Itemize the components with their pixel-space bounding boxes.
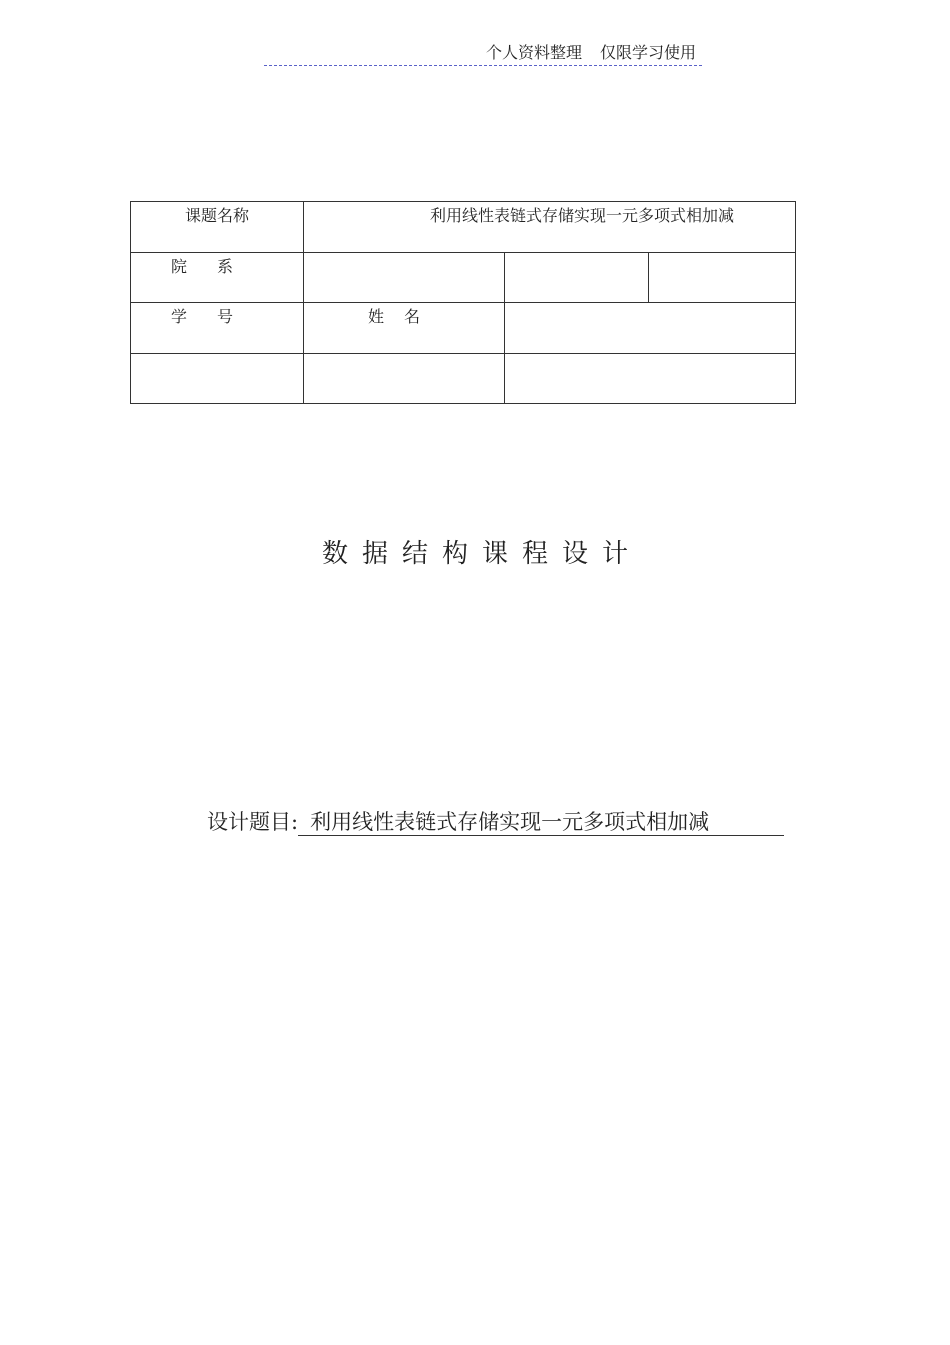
header-blank-cell (505, 303, 796, 354)
name-value-cell (304, 353, 505, 404)
name-label: 姓名 (367, 307, 440, 326)
extra-value-cell (505, 353, 796, 404)
topic-label: 课题名称 (184, 206, 249, 225)
student-id-label-cell (131, 303, 304, 354)
department-value-cell-3 (649, 252, 796, 303)
topic-value-cell (304, 202, 796, 253)
table-row-topic (131, 202, 796, 253)
student-id-value-cell (131, 353, 304, 404)
header-left-text: 个人资料整理 (485, 43, 582, 62)
design-topic-line (207, 808, 784, 836)
page-header (264, 40, 702, 66)
design-topic-label: 设计题目: (207, 810, 299, 834)
table-row-values (131, 353, 796, 404)
design-topic-value: 利用线性表链式存储实现一元多项式相加减 (298, 809, 784, 836)
topic-value: 利用线性表链式存储实现一元多项式相加减 (430, 206, 735, 225)
name-label-cell (304, 303, 505, 354)
topic-label-cell (131, 202, 304, 253)
table-row-headers (131, 303, 796, 354)
header-right-text: 仅限学习使用 (599, 43, 696, 62)
department-label-cell (131, 252, 304, 303)
table-row-department (131, 252, 796, 303)
department-value-cell-2 (505, 252, 649, 303)
department-label: 院系 (170, 256, 263, 276)
info-table (130, 201, 796, 404)
main-title: 数据结构课程设计 (321, 539, 642, 569)
student-id-label: 学号 (170, 307, 263, 326)
department-value-cell-1 (304, 252, 505, 303)
